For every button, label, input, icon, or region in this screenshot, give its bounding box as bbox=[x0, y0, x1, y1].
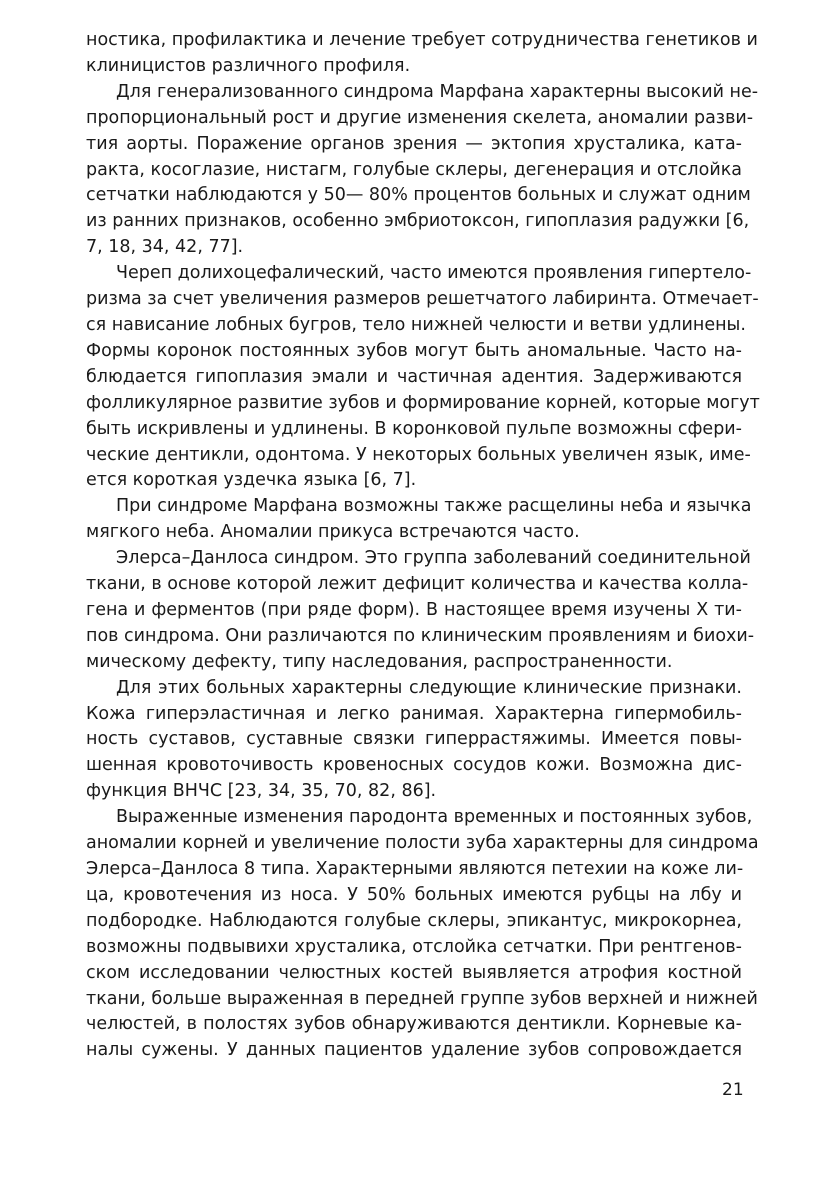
text-line: Для этих больных характерны следующие клинические признаки. bbox=[116, 677, 742, 698]
text-line: ся нависание лобных бугров, тело нижней челюсти и ветви удлинены. bbox=[86, 314, 746, 335]
text-line: пов синдрома. Они различаются по клиническим проявлениям и биохи- bbox=[86, 625, 755, 646]
text-line: функция ВНЧС [23, 34, 35, 70, 82, 86]. bbox=[86, 781, 437, 802]
text-line: тия аорты. Поражение органов зрения — эктопия хрусталика, ката- bbox=[86, 133, 742, 154]
text-line: шенная кровоточивость кровеносных сосудов кожи. Возможна дис- bbox=[86, 755, 742, 776]
text-line: быть искривлены и удлинены. В коронковой пульпе возможны сфери- bbox=[86, 418, 742, 439]
text-line: челюстей, в полостях зубов обнаруживаются дентикли. Корневые ка- bbox=[86, 1014, 742, 1035]
text-line: Выраженные изменения пародонта временных и постоянных зубов, bbox=[116, 807, 753, 828]
paragraph bbox=[86, 80, 759, 261]
paragraph bbox=[86, 261, 760, 494]
text-line: ткани, в основе которой лежит дефицит количества и качества колла- bbox=[86, 574, 749, 595]
text-line: ткани, больше выраженная в передней группе зубов верхней и нижней bbox=[86, 988, 758, 1009]
paragraph bbox=[86, 805, 759, 1064]
text-line: налы сужены. У данных пациентов удаление зубов сопровождается bbox=[86, 1040, 742, 1061]
paragraph bbox=[86, 676, 742, 806]
text-line: ется короткая уздечка языка [6, 7]. bbox=[86, 470, 417, 491]
paragraph bbox=[86, 28, 758, 80]
text-line: пропорциональный рост и другие изменения скелета, аномалии разви- bbox=[86, 107, 754, 128]
page-number: 21 bbox=[722, 1080, 744, 1100]
text-line: ском исследовании челюстных костей выявляется атрофия костной bbox=[86, 962, 742, 983]
text-line: Элерса–Данлоса синдром. Это группа заболеваний соединительной bbox=[116, 548, 751, 569]
text-line: возможны подвывихи хрусталика, отслойка сетчатки. При рентгенов- bbox=[86, 936, 742, 957]
text-line: подбородке. Наблюдаются голубые склеры, эпикантус, микрокорнеа, bbox=[86, 910, 742, 931]
text-line: аномалии корней и увеличение полости зуба характерны для синдрома bbox=[86, 833, 759, 854]
text-line: блюдается гипоплазия эмали и частичная адентия. Задерживаются bbox=[86, 366, 742, 387]
text-line: ность суставов, суставные связки гиперрастяжимы. Имеется повы- bbox=[86, 729, 742, 750]
text-line: клиницистов различного профиля. bbox=[86, 55, 411, 76]
text-line: сетчатки наблюдаются у 50— 80% процентов больных и служат одним bbox=[86, 185, 751, 206]
text-line: ракта, косоглазие, нистагм, голубые склеры, дегенерация и отслойка bbox=[86, 159, 742, 180]
text-line: ческие дентикли, одонтома. У некоторых больных увеличен язык, име- bbox=[86, 444, 751, 465]
text-line: гена и ферментов (при ряде форм). В настоящее время изучены X ти- bbox=[86, 599, 742, 620]
text-line: Кожа гиперэластичная и легко ранимая. Характерна гипермобиль- bbox=[86, 703, 742, 724]
paragraph bbox=[86, 494, 752, 546]
text-line: фолликулярное развитие зубов и формирование корней, которые могут bbox=[86, 392, 760, 413]
text-line: из ранних признаков, особенно эмбриотоксон, гипоплазия радужки [6, bbox=[86, 211, 750, 232]
paragraph bbox=[86, 546, 755, 676]
page-body bbox=[86, 28, 760, 1064]
text-line: ностика, профилактика и лечение требует сотрудничества генетиков и bbox=[86, 30, 758, 50]
text-line: 7, 18, 34, 42, 77]. bbox=[86, 237, 244, 258]
text-line: мическому дефекту, типу наследования, распространенности. bbox=[86, 651, 673, 672]
text-line: мягкого неба. Аномалии прикуса встречаются часто. bbox=[86, 522, 580, 543]
text-line: При синдроме Марфана возможны также расщелины неба и язычка bbox=[116, 496, 752, 517]
text-line: Элерса–Данлоса 8 типа. Характерными являются петехии на коже ли- bbox=[86, 859, 744, 879]
text-line: Формы коронок постоянных зубов могут быть аномальные. Часто на- bbox=[86, 340, 742, 361]
text-line: ца, кровотечения из носа. У 50% больных имеются рубцы на лбу и bbox=[86, 884, 742, 905]
text-line: ризма за счет увеличения размеров решетчатого лабиринта. Отмечает- bbox=[86, 289, 759, 310]
text-line: Череп долихоцефалический, часто имеются проявления гипертело- bbox=[116, 263, 752, 284]
text-line: Для генерализованного синдрома Марфана характерны высокий не- bbox=[116, 81, 759, 102]
